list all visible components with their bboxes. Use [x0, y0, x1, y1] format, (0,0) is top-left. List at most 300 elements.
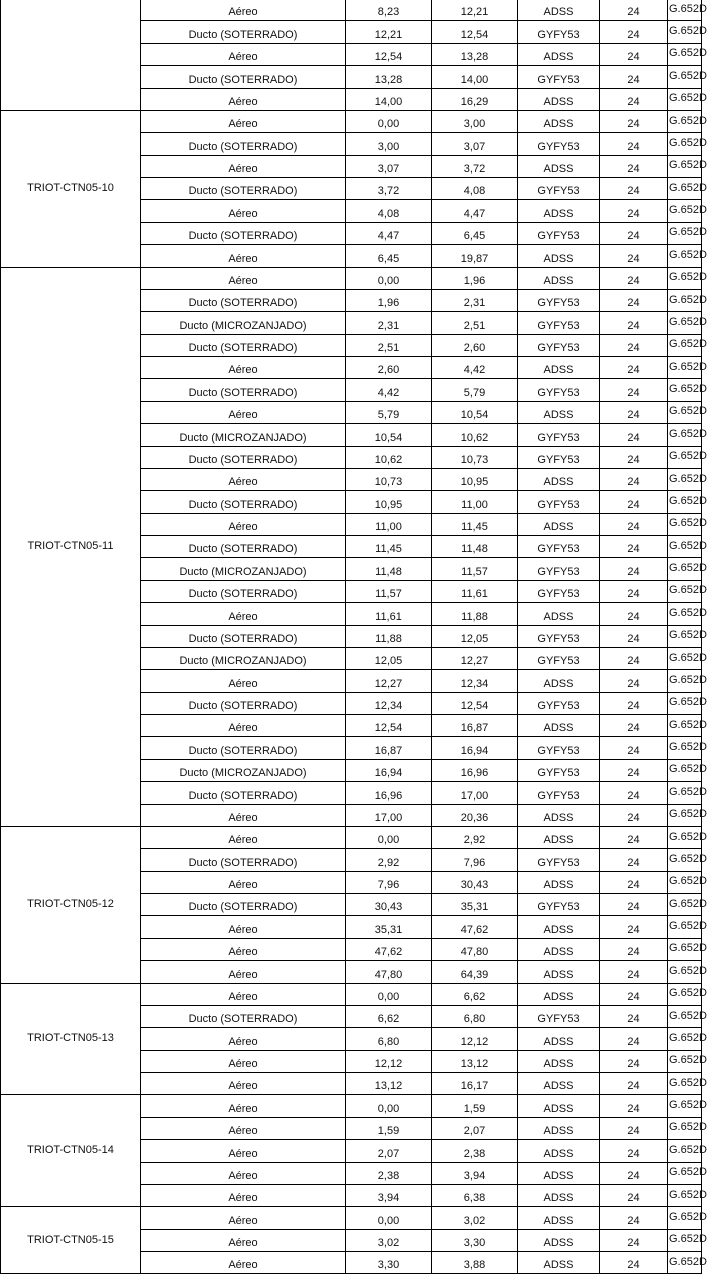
- fiber-standard-cell: [668, 245, 707, 267]
- segment-type-text: Aéreo: [228, 207, 258, 220]
- fiber-standard-text: G.652D: [669, 651, 707, 664]
- fiber-count-cell: [600, 267, 668, 289]
- fiber-count-text: 24: [627, 364, 640, 377]
- segment-type-cell: [141, 692, 346, 714]
- segment-type-text: Ducto (SOTERRADO): [188, 386, 298, 399]
- start-km-cell: [346, 334, 432, 356]
- fiber-count-cell: [600, 468, 668, 490]
- start-km-text: 47,62: [374, 946, 403, 959]
- segment-type-text: Aéreo: [228, 274, 258, 287]
- fiber-count-text: 24: [627, 677, 640, 690]
- end-km-text: 7,96: [463, 856, 486, 869]
- fiber-standard-cell: [668, 379, 707, 401]
- fiber-count-cell: [600, 491, 668, 513]
- cable-type-text: ADSS: [543, 1214, 574, 1227]
- fiber-count-text: 24: [627, 521, 640, 533]
- fiber-standard-cell: [668, 1207, 707, 1229]
- cable-type-cell: [518, 43, 600, 65]
- segment-type-cell: [141, 961, 346, 983]
- fiber-count-cell: [600, 894, 668, 916]
- cable-type-cell: [518, 245, 600, 267]
- fiber-standard-text: G.652D: [669, 964, 707, 977]
- start-km-cell: [346, 938, 432, 960]
- end-km-text: 35,31: [460, 901, 489, 914]
- cable-type-text: ADSS: [543, 521, 574, 533]
- start-km-cell: [346, 88, 432, 110]
- segment-type-cell: [141, 468, 346, 490]
- fiber-standard-text: G.652D: [669, 1009, 707, 1022]
- fiber-count-text: 24: [627, 185, 640, 198]
- fiber-standard-text: G.652D: [669, 25, 707, 38]
- fiber-standard-text: G.652D: [669, 204, 707, 217]
- end-km-cell: [432, 155, 518, 177]
- start-km-text: 0,00: [377, 834, 400, 847]
- segment-type-text: Aéreo: [228, 1102, 258, 1115]
- segment-type-text: Ducto (SOTERRADO): [188, 342, 298, 354]
- fiber-standard-cell: [668, 871, 707, 893]
- cable-type-cell: [518, 1207, 600, 1229]
- start-km-text: 5,79: [377, 409, 400, 422]
- end-km-text: 4,08: [463, 185, 486, 198]
- fiber-count-cell: [600, 312, 668, 334]
- end-km-cell: [432, 66, 518, 88]
- segment-type-text: Ducto (SOTERRADO): [188, 297, 298, 310]
- start-km-cell: [346, 110, 432, 132]
- end-km-text: 19,87: [460, 252, 489, 265]
- cable-type-text: ADSS: [543, 811, 574, 824]
- fiber-count-text: 24: [627, 28, 640, 41]
- segment-type-cell: [141, 894, 346, 916]
- table-row: [1, 0, 702, 21]
- start-km-text: 6,45: [377, 252, 400, 265]
- fiber-count-text: 24: [627, 610, 640, 623]
- start-km-cell: [346, 715, 432, 737]
- segment-type-text: Aéreo: [228, 1058, 258, 1070]
- fiber-standard-text: G.652D: [669, 673, 707, 686]
- fiber-count-cell: [600, 826, 668, 848]
- end-km-text: 2,07: [463, 1125, 486, 1138]
- cable-type-text: GYFY53: [537, 565, 580, 578]
- end-km-text: 30,43: [460, 879, 489, 891]
- cable-type-text: GYFY53: [537, 185, 580, 198]
- fiber-standard-text: G.652D: [669, 1076, 707, 1089]
- cable-type-cell: [518, 580, 600, 602]
- fiber-standard-cell: [668, 916, 707, 938]
- fiber-count-cell: [600, 289, 668, 311]
- end-km-cell: [432, 513, 518, 535]
- fiber-standard-text: G.652D: [669, 920, 707, 933]
- fiber-standard-text: G.652D: [669, 897, 707, 910]
- segment-type-cell: [141, 849, 346, 871]
- fiber-standard-text: G.652D: [669, 92, 707, 105]
- fiber-standard-cell: [668, 938, 707, 960]
- segment-type-cell: [141, 312, 346, 334]
- segment-type-text: Aéreo: [228, 118, 258, 131]
- fiber-standard-cell: [668, 647, 707, 669]
- end-km-cell: [432, 916, 518, 938]
- cable-type-cell: [518, 558, 600, 580]
- segment-type-cell: [141, 245, 346, 267]
- end-km-cell: [432, 88, 518, 110]
- fiber-count-text: 24: [627, 789, 640, 802]
- start-km-text: 12,21: [374, 28, 403, 41]
- end-km-text: 10,95: [460, 476, 489, 489]
- start-km-cell: [346, 647, 432, 669]
- segment-type-text: Ducto (SOTERRADO): [188, 700, 298, 712]
- cable-type-text: ADSS: [543, 879, 574, 891]
- fiber-standard-cell: [668, 536, 707, 558]
- fiber-standard-text: G.652D: [669, 1166, 707, 1179]
- end-km-text: 2,38: [463, 1147, 486, 1160]
- fiber-standard-cell: [668, 826, 707, 848]
- fiber-count-text: 24: [627, 51, 640, 64]
- fiber-standard-text: G.652D: [669, 1031, 707, 1044]
- start-km-cell: [346, 983, 432, 1005]
- fiber-standard-text: G.652D: [669, 584, 707, 597]
- cable-type-text: GYFY53: [537, 543, 580, 556]
- segment-type-cell: [141, 558, 346, 580]
- segment-type-cell: [141, 938, 346, 960]
- cable-type-cell: [518, 424, 600, 446]
- cable-type-text: GYFY53: [537, 230, 580, 243]
- start-km-text: 7,96: [377, 879, 400, 891]
- segment-type-text: Aéreo: [228, 1147, 258, 1160]
- cable-type-text: ADSS: [543, 677, 574, 690]
- fiber-standard-cell: [668, 670, 707, 692]
- end-km-text: 12,34: [460, 677, 489, 690]
- cable-type-text: ADSS: [543, 1237, 574, 1249]
- cable-type-cell: [518, 357, 600, 379]
- fiber-count-cell: [600, 43, 668, 65]
- fiber-standard-cell: [668, 21, 707, 43]
- fiber-standard-text: G.652D: [669, 629, 707, 642]
- end-km-text: 5,79: [463, 386, 486, 399]
- end-km-cell: [432, 357, 518, 379]
- end-km-text: 2,60: [463, 342, 486, 354]
- start-km-cell: [346, 916, 432, 938]
- start-km-text: 11,00: [375, 521, 402, 533]
- segment-type-cell: [141, 357, 346, 379]
- end-km-cell: [432, 1207, 518, 1229]
- fiber-count-cell: [600, 1028, 668, 1050]
- fiber-count-cell: [600, 178, 668, 200]
- route-id-cell: TRIOT-CTN05-14: [1, 1095, 141, 1207]
- segment-type-text: Ducto (SOTERRADO): [188, 1013, 298, 1026]
- end-km-cell: [432, 245, 518, 267]
- segment-type-text: Aéreo: [228, 1192, 258, 1205]
- table-row: [1, 1095, 702, 1117]
- fiber-count-text: 24: [627, 811, 640, 824]
- start-km-text: 2,51: [377, 342, 400, 354]
- segment-type-cell: [141, 110, 346, 132]
- fiber-count-cell: [600, 1073, 668, 1095]
- cable-type-text: GYFY53: [537, 73, 580, 86]
- end-km-cell: [432, 0, 518, 21]
- fiber-count-cell: [600, 1252, 668, 1274]
- start-km-cell: [346, 849, 432, 871]
- fiber-standard-text: G.652D: [669, 562, 707, 575]
- cable-type-text: ADSS: [543, 1080, 574, 1093]
- end-km-text: 16,94: [460, 744, 489, 757]
- fiber-standard-text: G.652D: [669, 248, 707, 261]
- cable-type-cell: [518, 446, 600, 468]
- end-km-cell: [432, 536, 518, 558]
- segment-type-cell: [141, 21, 346, 43]
- fiber-standard-text: G.652D: [669, 1233, 707, 1246]
- fiber-standard-cell: [668, 267, 707, 289]
- cable-type-cell: [518, 692, 600, 714]
- start-km-text: 10,95: [374, 498, 403, 511]
- end-km-cell: [432, 715, 518, 737]
- fiber-standard-cell: [668, 1140, 707, 1162]
- start-km-cell: [346, 603, 432, 625]
- segment-type-cell: [141, 155, 346, 177]
- end-km-cell: [432, 558, 518, 580]
- cable-type-cell: [518, 200, 600, 222]
- fiber-count-cell: [600, 133, 668, 155]
- end-km-cell: [432, 289, 518, 311]
- start-km-cell: [346, 491, 432, 513]
- fiber-count-cell: [600, 1005, 668, 1027]
- cable-type-cell: [518, 871, 600, 893]
- cable-type-cell: [518, 938, 600, 960]
- fiber-count-cell: [600, 1184, 668, 1206]
- cable-type-text: ADSS: [543, 163, 574, 175]
- end-km-cell: [432, 1184, 518, 1206]
- start-km-text: 4,08: [377, 207, 400, 220]
- segment-type-cell: [141, 804, 346, 826]
- start-km-text: 2,60: [377, 364, 400, 377]
- end-km-cell: [432, 894, 518, 916]
- cable-type-text: GYFY53: [537, 767, 580, 780]
- cable-type-text: GYFY53: [537, 789, 580, 802]
- fiber-count-text: 24: [627, 230, 640, 243]
- start-km-cell: [346, 625, 432, 647]
- fiber-standard-text: G.652D: [669, 852, 707, 865]
- start-km-text: 4,42: [377, 386, 400, 399]
- start-km-text: 30,43: [374, 901, 403, 914]
- cable-type-cell: [518, 670, 600, 692]
- segment-type-text: Aéreo: [228, 1214, 258, 1227]
- fiber-standard-cell: [668, 1229, 707, 1251]
- cable-type-text: ADSS: [543, 476, 574, 489]
- fiber-count-text: 24: [627, 744, 640, 757]
- fiber-count-cell: [600, 1229, 668, 1251]
- fiber-standard-cell: [668, 558, 707, 580]
- start-km-text: 11,45: [375, 543, 402, 556]
- cable-type-cell: [518, 759, 600, 781]
- start-km-cell: [346, 826, 432, 848]
- end-km-cell: [432, 110, 518, 132]
- end-km-text: 10,62: [460, 431, 489, 444]
- cable-type-cell: [518, 916, 600, 938]
- fiber-count-cell: [600, 0, 668, 21]
- cable-type-text: ADSS: [543, 1169, 574, 1182]
- end-km-text: 11,61: [461, 588, 488, 601]
- segment-type-cell: [141, 871, 346, 893]
- fiber-standard-cell: [668, 1184, 707, 1206]
- fiber-count-text: 24: [627, 700, 640, 712]
- segment-type-text: Ducto (SOTERRADO): [188, 744, 298, 757]
- start-km-cell: [346, 312, 432, 334]
- cable-type-cell: [518, 379, 600, 401]
- fiber-standard-text: G.652D: [669, 293, 707, 306]
- start-km-text: 47,80: [374, 968, 403, 981]
- fiber-count-text: 24: [627, 95, 640, 108]
- segment-type-text: Aéreo: [228, 1125, 258, 1138]
- segment-type-cell: [141, 1162, 346, 1184]
- fiber-count-text: 24: [627, 163, 640, 175]
- segment-type-text: Ducto (SOTERRADO): [188, 230, 298, 243]
- fiber-standard-text: G.652D: [669, 136, 707, 149]
- fiber-count-cell: [600, 379, 668, 401]
- fiber-count-text: 24: [627, 140, 640, 153]
- fiber-count-cell: [600, 983, 668, 1005]
- start-km-cell: [346, 782, 432, 804]
- segment-type-cell: [141, 580, 346, 602]
- fiber-standard-cell: [668, 312, 707, 334]
- fiber-count-cell: [600, 692, 668, 714]
- segment-type-text: Aéreo: [228, 946, 258, 959]
- fiber-count-text: 24: [627, 1080, 640, 1093]
- fiber-count-cell: [600, 88, 668, 110]
- end-km-text: 3,72: [463, 163, 486, 175]
- fiber-count-text: 24: [627, 431, 640, 444]
- start-km-cell: [346, 1050, 432, 1072]
- start-km-cell: [346, 1229, 432, 1251]
- fiber-standard-cell: [668, 66, 707, 88]
- start-km-text: 1,59: [377, 1125, 400, 1138]
- fiber-standard-text: G.652D: [669, 47, 707, 60]
- start-km-text: 8,23: [377, 6, 400, 19]
- segment-type-cell: [141, 379, 346, 401]
- fiber-count-text: 24: [627, 879, 640, 891]
- fiber-standard-cell: [668, 222, 707, 244]
- start-km-cell: [346, 804, 432, 826]
- start-km-text: 2,92: [377, 856, 400, 869]
- segment-type-cell: [141, 1073, 346, 1095]
- segment-type-text: Ducto (SOTERRADO): [188, 856, 298, 869]
- cable-type-cell: [518, 178, 600, 200]
- segment-type-text: Ducto (SOTERRADO): [188, 185, 298, 198]
- start-km-cell: [346, 961, 432, 983]
- fiber-count-cell: [600, 804, 668, 826]
- end-km-cell: [432, 401, 518, 423]
- cable-type-cell: [518, 155, 600, 177]
- segment-type-text: Ducto (MICROZANJADO): [179, 565, 307, 578]
- fiber-count-text: 24: [627, 968, 640, 981]
- segment-type-text: Aéreo: [228, 364, 258, 377]
- fiber-standard-text: G.652D: [669, 2, 707, 15]
- segment-type-cell: [141, 66, 346, 88]
- fiber-standard-text: G.652D: [669, 718, 707, 731]
- end-km-cell: [432, 1073, 518, 1095]
- route-id-cell: TRIOT-CTN05-11: [1, 267, 141, 826]
- end-km-cell: [432, 871, 518, 893]
- cable-type-cell: [518, 849, 600, 871]
- fiber-count-text: 24: [627, 6, 640, 19]
- cable-type-cell: [518, 334, 600, 356]
- segment-type-cell: [141, 1005, 346, 1027]
- end-km-cell: [432, 1005, 518, 1027]
- fiber-count-text: 24: [627, 118, 640, 131]
- segment-type-text: Aéreo: [228, 476, 258, 489]
- start-km-text: 16,87: [374, 744, 403, 757]
- segment-type-cell: [141, 513, 346, 535]
- segment-type-text: Aéreo: [228, 252, 258, 265]
- start-km-text: 11,57: [375, 588, 402, 601]
- fiber-standard-cell: [668, 43, 707, 65]
- fiber-standard-text: G.652D: [669, 405, 707, 418]
- start-km-text: 6,62: [377, 1013, 400, 1026]
- cable-type-text: ADSS: [543, 6, 574, 19]
- fiber-standard-text: G.652D: [669, 1188, 707, 1201]
- end-km-text: 16,29: [460, 95, 489, 108]
- fiber-count-text: 24: [627, 252, 640, 265]
- start-km-cell: [346, 580, 432, 602]
- start-km-cell: [346, 446, 432, 468]
- segment-type-text: Aéreo: [228, 163, 258, 175]
- fiber-count-cell: [600, 357, 668, 379]
- fiber-count-text: 24: [627, 1102, 640, 1115]
- segment-type-cell: [141, 603, 346, 625]
- fiber-count-cell: [600, 21, 668, 43]
- end-km-cell: [432, 670, 518, 692]
- start-km-cell: [346, 468, 432, 490]
- start-km-text: 11,61: [375, 610, 402, 623]
- start-km-cell: [346, 1028, 432, 1050]
- end-km-text: 4,47: [463, 207, 486, 220]
- fiber-count-text: 24: [627, 1237, 640, 1249]
- end-km-cell: [432, 312, 518, 334]
- cable-type-cell: [518, 1050, 600, 1072]
- end-km-cell: [432, 983, 518, 1005]
- segment-type-text: Ducto (MICROZANJADO): [179, 319, 307, 332]
- fiber-count-text: 24: [627, 274, 640, 287]
- fiber-standard-text: G.652D: [669, 472, 707, 485]
- fiber-standard-cell: [668, 155, 707, 177]
- segment-type-text: Aéreo: [228, 811, 258, 824]
- fiber-count-text: 24: [627, 655, 640, 668]
- end-km-cell: [432, 379, 518, 401]
- fiber-count-text: 24: [627, 565, 640, 578]
- segment-type-text: Ducto (MICROZANJADO): [179, 655, 307, 668]
- segment-type-text: Ducto (MICROZANJADO): [179, 431, 307, 444]
- cable-type-text: ADSS: [543, 834, 574, 847]
- fiber-count-cell: [600, 1140, 668, 1162]
- fiber-count-text: 24: [627, 409, 640, 422]
- segment-type-text: Aéreo: [228, 51, 258, 64]
- end-km-text: 6,62: [463, 990, 486, 1003]
- fiber-standard-cell: [668, 289, 707, 311]
- fiber-count-cell: [600, 916, 668, 938]
- start-km-text: 13,28: [374, 73, 403, 86]
- fiber-count-cell: [600, 1050, 668, 1072]
- cable-type-cell: [518, 468, 600, 490]
- segment-type-text: Aéreo: [228, 990, 258, 1003]
- end-km-cell: [432, 200, 518, 222]
- end-km-cell: [432, 1050, 518, 1072]
- fiber-count-cell: [600, 670, 668, 692]
- start-km-cell: [346, 21, 432, 43]
- end-km-text: 2,92: [463, 834, 486, 847]
- fiber-count-cell: [600, 603, 668, 625]
- start-km-text: 14,00: [374, 95, 403, 108]
- fiber-count-text: 24: [627, 207, 640, 220]
- cable-type-cell: [518, 715, 600, 737]
- start-km-cell: [346, 737, 432, 759]
- fiber-count-cell: [600, 334, 668, 356]
